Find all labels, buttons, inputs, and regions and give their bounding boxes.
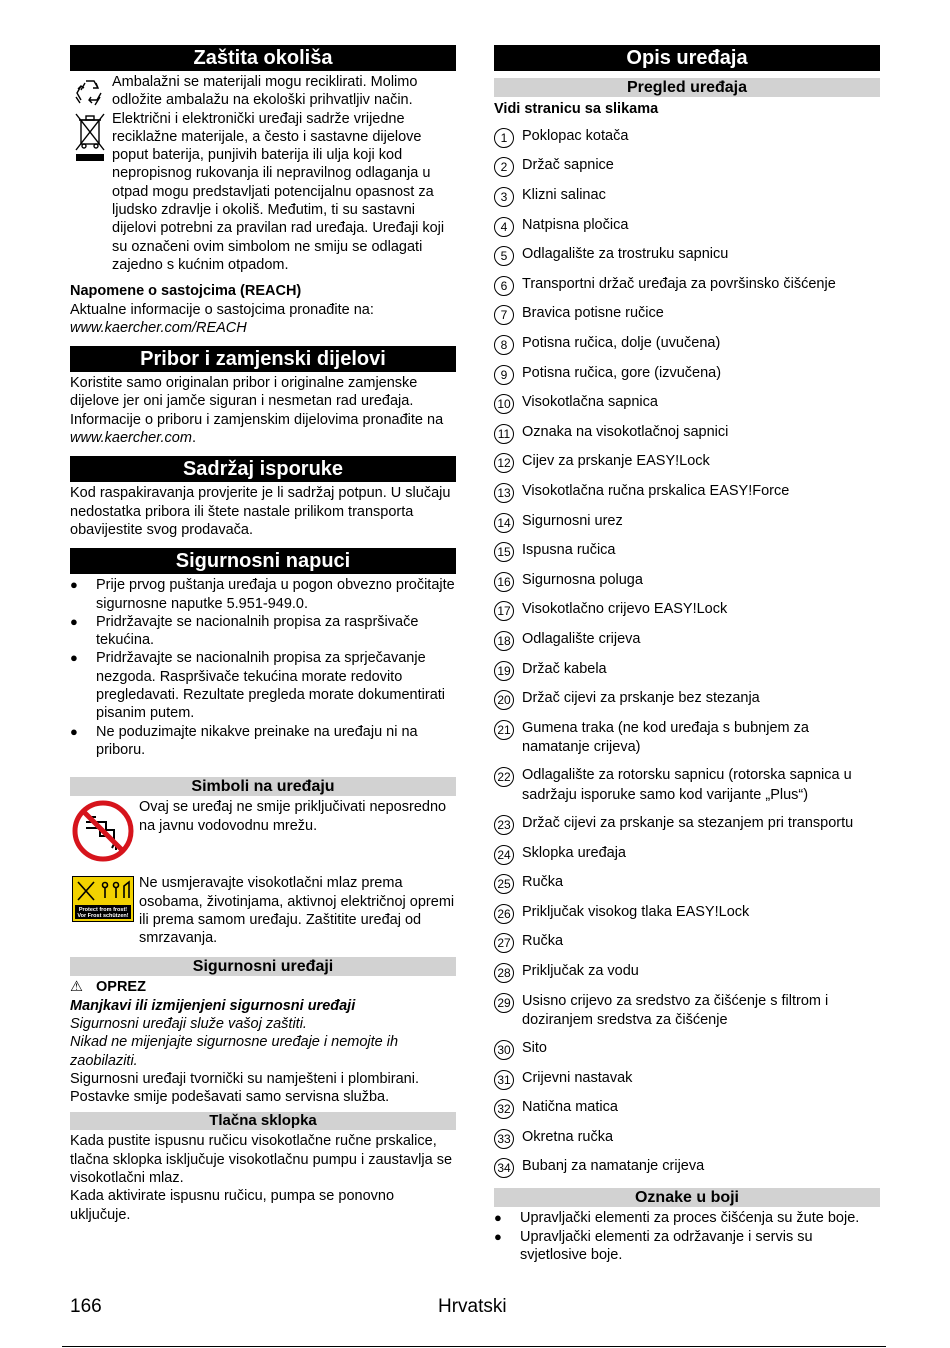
item-label: Odlagalište crijeva [522,630,641,647]
frost-label-en: Protect from frost! [78,907,128,914]
item-number: 21 [494,720,514,740]
footer-rule [62,1346,886,1347]
no-water-connection-icon [72,800,134,862]
devices-heading: Sigurnosni uređaji [70,957,456,976]
item-number: 2 [494,157,514,177]
item-label: Odlagalište za rotorsku sapnicu (rotorska sapnica u sadržaju isporuke samo kod varijante „Plus“) [522,767,852,803]
item-label: Crijevni nastavak [522,1069,633,1086]
item-number: 18 [494,631,514,651]
item-number: 4 [494,217,514,237]
list-item [494,423,880,444]
item-label: Sklopka uređaja [522,844,626,861]
reach-text: Aktualne informacije o sastojcima pronađite na: [70,301,374,318]
list-item [494,600,880,621]
weee-block [70,110,456,275]
frost-label-de: Vor Frost schützen! [77,913,129,920]
recycle-icon [72,75,108,111]
item-number: 25 [494,874,514,894]
item-label: Ispusna ručica [522,542,616,559]
description-heading: Opis uređaja [494,45,880,71]
symbol-jet-block [70,874,456,947]
page-footer [70,1296,885,1322]
list-item [494,541,880,562]
list-item [494,1157,880,1178]
list-item [494,304,880,325]
item-number: 31 [494,1070,514,1090]
warning-triangle-icon: ⚠ [70,979,83,996]
delivery-heading: Sadržaj isporuke [70,456,456,482]
symbol-water-text: Ovaj se uređaj ne smije priključivati neposredno na javnu vodovodnu mrežu. [139,799,447,834]
delivery-text: Kod raspakiravanja provjerite je li sadržaj potpun. U slučaju nedostatka pribora ili štete nastale prilikom transporta obavijestite svog prodavača. [70,485,451,538]
item-label: Bravica potisne ručice [522,305,664,322]
caution-line [70,978,456,996]
list-item: ● Prije prvog puštanja uređaja u pogon obvezno pročitajte sigurnosne naputke 5.951-949.0. [70,576,456,613]
item-label: Potisna ručica, dolje (uvučena) [522,335,721,352]
right-column [494,45,880,1264]
list-item [494,156,880,177]
list-item [494,127,880,148]
list-item [494,571,880,592]
color-list [494,1209,880,1264]
accessories-text [70,374,456,447]
item-label: Natična matica [522,1099,618,1116]
list-item [494,1128,880,1149]
list-item [494,660,880,681]
item-label: Bubanj za namatanje crijeva [522,1158,705,1175]
list-item [494,719,880,758]
overview-heading: Pregled uređaja [494,78,880,97]
item-label: Transportni držač uređaja za površinsko čišćenje [522,275,836,292]
item-label: Visokotlačna ručna prskalica EASY!Force [522,483,790,500]
env-p2-text: Električni i elektronički uređaji sadrže vrijedne reciklažne materijale, a često i sastavne dijelove poput baterija, punjivih baterija ili ulja koji kod nepropisnog rukovanja ili nepravilnog odlaganja u otpad mogu predstavljati potencijalnu opasnost za ljudsko zdravlje i okoliš. Međutim, ti su sastavni dijelovi potrebni za pravilan rad uređaja. Uređaji koji su označeni ovim simbolom ne smiju se odlagati zajedno s kućnim otpadom. [112,110,445,273]
item-number: 17 [494,601,514,621]
item-label: Klizni salinac [522,187,606,204]
list-item [494,275,880,296]
item-label: Natpisna pločica [522,216,629,233]
item-number: 1 [494,128,514,148]
item-number: 10 [494,394,514,414]
list-item [494,962,880,983]
item-number: 14 [494,513,514,533]
item-label: Gumena traka (ne kod uređaja s bubnjem za namatanje crijeva) [522,719,809,756]
item-number: 30 [494,1040,514,1060]
item-label: Cijev za prskanje EASY!Lock [522,453,710,470]
item-number: 5 [494,246,514,266]
env-heading: Zaštita okoliša [70,45,456,71]
item-label: Odlagalište za trostruku sapnicu [522,246,729,263]
item-label: Držač cijevi za prskanje bez stezanja [522,690,760,707]
accessories-heading: Pribor i zamjenski dijelovi [70,346,456,372]
item-label: Ručka [522,933,564,950]
item-label: Visokotlačno crijevo EASY!Lock [522,601,728,618]
safety-list [70,576,456,759]
safety-heading: Sigurnosni napuci [70,548,456,574]
pressure-p2: Kada aktivirate ispusnu ručicu, pumpa se ponovno uključuje. [70,1188,395,1223]
pressure-p1: Kada pustite ispusnu ručicu visokotlačne ručne prskalice, tlačna sklopka isključuje visokotlačnu pumpu i zaustavlja se visokotlačni mlaz. [70,1133,453,1187]
list-item [494,814,880,835]
list-item: ● Ne poduzimajte nikakve preinake na uređaju ni na priboru. [70,723,456,760]
list-item [494,216,880,237]
list-item [494,1039,880,1060]
no-jet-frost-warning-icon [72,876,134,922]
item-number: 33 [494,1129,514,1149]
symbol-jet-text: Ne usmjeravajte visokotlačni mlaz prema osobama, životinjama, aktivnoj električnoj opremi ili prema samom uređaju. Zaštitite uređaj od smrzavanja. [139,875,455,947]
item-number: 16 [494,572,514,592]
list-item [494,186,880,207]
list-item [494,630,880,651]
parts-list [494,127,880,1179]
item-label: Potisna ručica, gore (izvučena) [522,364,722,381]
list-item [494,903,880,924]
item-label: Sigurnosna poluga [522,571,643,588]
list-item [494,245,880,266]
footer-language: Hrvatski [438,1296,507,1317]
list-item [494,1069,880,1090]
item-label: Držač cijevi za prskanje sa stezanjem pri transportu [522,814,854,831]
left-column [70,45,456,1224]
symbols-heading: Simboli na uređaju [70,777,456,796]
list-item [494,689,880,710]
item-number: 28 [494,963,514,983]
list-item [494,393,880,414]
item-label: Držač kabela [522,660,607,677]
item-number: 15 [494,542,514,562]
item-label: Okretna ručka [522,1128,614,1145]
env-p2 [70,110,456,275]
item-number: 3 [494,187,514,207]
accessories-url[interactable]: www.kaercher.com [70,430,192,447]
caution-label: OPREZ [96,979,146,996]
page-number: 166 [70,1296,102,1317]
item-number: 32 [494,1099,514,1119]
item-label: Ručka [522,874,564,891]
list-item: ● Pridržavajte se nacionalnih propisa za raspršivače tekućina. [70,613,456,650]
item-number: 9 [494,365,514,385]
item-number: 7 [494,305,514,325]
list-item [494,364,880,385]
item-number: 19 [494,661,514,681]
item-number: 24 [494,845,514,865]
list-item [494,873,880,894]
list-item: ● Upravljački elementi za proces čišćenja su žute boje. [494,1209,880,1227]
accessories-dot: . [191,430,196,447]
pressure-heading: Tlačna sklopka [70,1112,456,1130]
item-label: Usisno crijevo za sredstvo za čišćenje s filtrom i doziranjem sredstva za čišćenje [522,992,829,1029]
item-label: Priključak za vodu [522,962,639,979]
item-label: Poklopac kotača [522,127,629,144]
recycle-block [70,73,456,110]
list-item: ● Pridržavajte se nacionalnih propisa za sprječavanje nezgoda. Raspršivače tekućina morate redovito pregledavati. Rezultate pregleda morate dokumentirati pisanim putem. [70,649,456,722]
list-item [494,512,880,533]
item-label: Sigurnosni urez [522,512,623,529]
list-item [494,482,880,503]
caution-line2: Nikad ne mijenjajte sigurnosne uređaje i nemojte ih zaobilaziti. [70,1034,399,1069]
see-pictures: Vidi stranicu sa slikama [494,101,659,117]
item-label: Priključak visokog tlaka EASY!Lock [522,903,750,920]
item-number: 29 [494,993,514,1013]
item-number: 23 [494,815,514,835]
item-number: 22 [494,767,514,787]
reach-url[interactable]: www.kaercher.com/REACH [70,319,247,336]
item-number: 27 [494,933,514,953]
symbol-water-block [70,798,456,862]
list-item [494,1098,880,1119]
caution-line1: Sigurnosni uređaji služe vašoj zaštiti. [70,1015,307,1032]
list-item: ● Upravljački elementi za održavanje i servis su svjetlosive boje. [494,1228,880,1265]
item-number: 12 [494,453,514,473]
list-item [494,766,880,805]
reach-title: Napomene o sastojcima (REACH) [70,283,302,300]
list-item [494,452,880,473]
item-number: 26 [494,904,514,924]
accessories-body: Koristite samo originalan pribor i originalne zamjenske dijelove jer oni jamče siguran i nesmetan rad uređaja. Informacije o priboru i zamjenskim dijelovima pronađite na [70,375,444,428]
env-p1: Ambalažni se materijali mogu reciklirati. Molimo odložite ambalažu na ekološki prihvatljiv način. [112,74,418,109]
list-item [494,844,880,865]
item-number: 34 [494,1158,514,1178]
item-label: Visokotlačna sapnica [522,394,658,411]
list-item [494,992,880,1031]
item-label: Oznaka na visokotlačnoj sapnici [522,423,729,440]
crossed-bin-icon [72,112,108,162]
color-heading: Oznake u boji [494,1188,880,1207]
item-number: 6 [494,276,514,296]
item-label: Držač sapnice [522,157,614,174]
item-number: 13 [494,483,514,503]
list-item [494,932,880,953]
caution-title: Manjkavi ili izmijenjeni sigurnosni uređaji [70,997,356,1014]
item-label: Sito [522,1040,547,1057]
item-number: 8 [494,335,514,355]
list-item [494,334,880,355]
item-number: 20 [494,690,514,710]
devices-text: Sigurnosni uređaji tvornički su namješteni i plombirani. Postavke smije podešavati samo servisna služba. [70,1070,419,1106]
item-number: 11 [494,424,514,444]
